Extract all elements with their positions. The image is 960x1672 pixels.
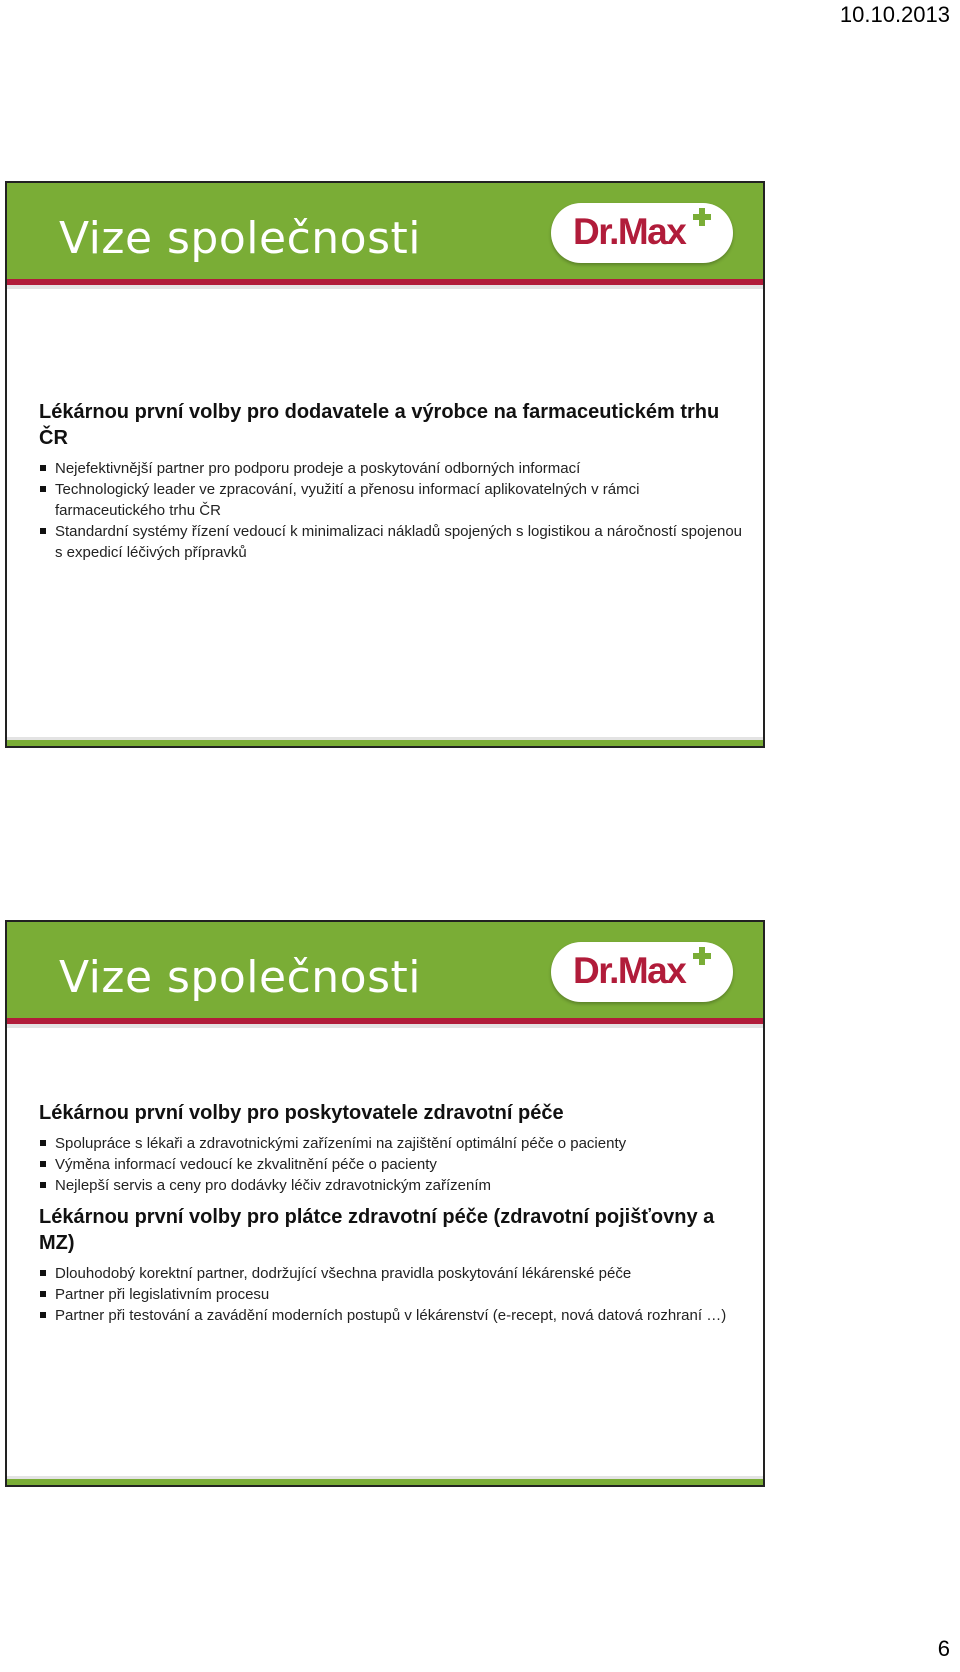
page-number: 6 bbox=[937, 1636, 950, 1661]
dr-max-logo bbox=[551, 203, 733, 263]
slide-1 bbox=[5, 181, 765, 748]
header-divider bbox=[7, 1018, 763, 1024]
slide-footer-bar bbox=[7, 737, 763, 746]
slide-header bbox=[7, 183, 763, 285]
bullet-item: Standardní systémy řízení vedoucí k minimalizaci nákladů spojených s logistikou a náročností spojenou s expedicí léčivých přípravků bbox=[39, 521, 743, 563]
bullet-item: Spolupráce s lékaři a zdravotnickými zařízeními na zajištění optimální péče o pacienty bbox=[39, 1133, 743, 1154]
slide-footer-bar bbox=[7, 1476, 763, 1485]
plus-icon bbox=[693, 208, 711, 226]
page-date: 10.10.2013 bbox=[839, 2, 950, 27]
bullet-item: Partner při legislativním procesu bbox=[39, 1284, 743, 1305]
bullet-item: Nejlepší servis a ceny pro dodávky léčiv zdravotnickým zařízením bbox=[39, 1175, 743, 1196]
section-heading: Lékárnou první volby pro poskytovatele zdravotní péče bbox=[39, 1102, 564, 1124]
plus-icon bbox=[693, 947, 711, 965]
slide-body bbox=[39, 1100, 743, 1326]
dr-max-logo bbox=[551, 942, 733, 1002]
bullet-list bbox=[39, 458, 743, 563]
bullet-list bbox=[39, 1133, 743, 1196]
section-heading: Lékárnou první volby pro plátce zdravotní péče (zdravotní pojišťovny a MZ) bbox=[39, 1206, 715, 1254]
header-divider bbox=[7, 279, 763, 285]
section-heading: Lékárnou první volby pro dodavatele a výrobce na farmaceutickém trhu ČR bbox=[39, 401, 720, 449]
logo-text: Dr.Max bbox=[573, 950, 686, 991]
bullet-item: Výměna informací vedoucí ke zkvalitnění péče o pacienty bbox=[39, 1154, 743, 1175]
slide-body bbox=[39, 399, 743, 563]
slide-title: Vize společnosti bbox=[59, 213, 421, 264]
slide-title: Vize společnosti bbox=[59, 952, 421, 1003]
bullet-item: Dlouhodobý korektní partner, dodržující všechna pravidla poskytování lékárenské péče bbox=[39, 1263, 743, 1284]
bullet-item: Partner při testování a zavádění moderních postupů v lékárenství (e-recept, nová datová rozhraní …) bbox=[39, 1305, 743, 1326]
slide-2 bbox=[5, 920, 765, 1487]
bullet-item: Technologický leader ve zpracování, využití a přenosu informací aplikovatelných v rámci farmaceutického trhu ČR bbox=[39, 479, 743, 521]
slide-header bbox=[7, 922, 763, 1024]
bullet-item: Nejefektivnější partner pro podporu prodeje a poskytování odborných informací bbox=[39, 458, 743, 479]
logo-text: Dr.Max bbox=[573, 211, 686, 252]
bullet-list bbox=[39, 1263, 743, 1326]
